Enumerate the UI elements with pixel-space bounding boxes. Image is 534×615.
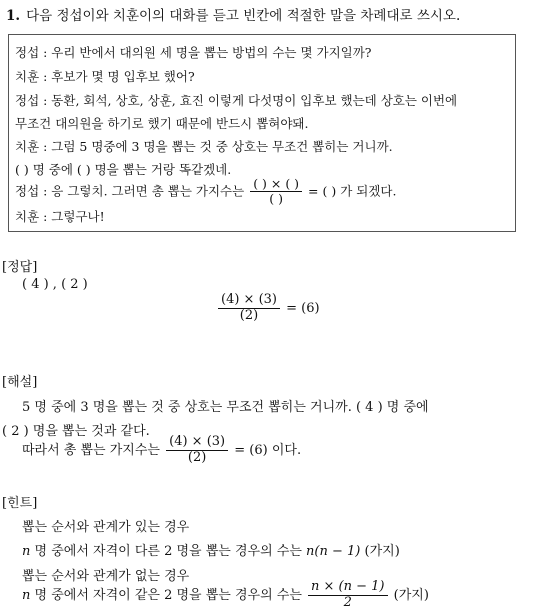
hint-fraction-numerator: n × (n − 1)	[308, 580, 387, 596]
dialog-line-7-suffix: = ( ) 가 되겠다.	[308, 183, 397, 199]
hint-line-4	[22, 580, 429, 611]
hint-line-2	[22, 540, 400, 559]
hint-line-4-text: 명 중에서 자격이 같은 2 명을 뽑는 경우의 수는	[34, 587, 302, 603]
answer-line-1: ( 4 ) , ( 2 )	[22, 277, 88, 292]
dialog-line-1: 정섭 : 우리 반에서 대의원 세 명을 뽑는 방법의 수는 몇 가지일까?	[15, 45, 372, 60]
dialog-line-4: 무조건 대의원을 하기로 했기 때문에 반드시 뽑혀야돼.	[15, 116, 309, 131]
answer-formula	[216, 293, 320, 324]
answer-fraction-denominator: (2)	[239, 307, 259, 323]
explanation-fraction-numerator: (4) × (3)	[166, 435, 228, 451]
dialog-line-8: 치훈 : 그렇구나!	[15, 209, 105, 224]
hint-line-1: 뽑는 순서와 관계가 있는 경우	[22, 520, 190, 535]
dialog-box	[8, 34, 516, 232]
hint-line-2-formula: n(n − 1)	[306, 544, 361, 559]
dialog-line-7	[15, 177, 396, 207]
hint-line-4-n: n	[22, 587, 31, 603]
dialog-line-6: ( ) 명 중에 ( ) 명을 뽑는 거랑 똑같겠네.	[15, 162, 232, 177]
hint-fraction-denominator: 2	[343, 594, 352, 610]
hint-fraction	[308, 580, 387, 611]
hint-line-2-unit: (가지)	[364, 544, 400, 559]
dialog-line-5: 치훈 : 그럼 5 명중에 3 명을 뽑는 것 중 상호는 무조건 뽑히는 거니까.	[15, 139, 393, 154]
explanation-heading: [해설]	[2, 375, 38, 390]
hint-heading: [힌트]	[2, 496, 38, 511]
dialog-line-3: 정섭 : 동환, 회석, 상호, 상훈, 효진 이렇게 다섯명이 입후보 했는데 상호는 이번에	[15, 93, 458, 108]
blank-fraction-denominator: ( )	[269, 191, 283, 207]
hint-line-2-n: n	[22, 544, 31, 559]
question-text: 다음 정섭이와 치훈이의 대화를 듣고 빈칸에 적절한 말을 차례대로 쓰시오.	[26, 8, 461, 24]
answer-fraction	[218, 293, 280, 324]
answer-heading: [정답]	[2, 260, 38, 275]
explanation-line-3-prefix: 따라서 총 뽑는 가지수는	[22, 442, 160, 458]
dialog-line-2: 치훈 : 후보가 몇 명 입후보 했어?	[15, 69, 195, 84]
explanation-line-3	[22, 435, 301, 466]
answer-result: = (6)	[286, 300, 320, 316]
hint-line-3: 뽑는 순서와 관계가 없는 경우	[22, 569, 190, 584]
hint-line-4-unit: (가지)	[393, 587, 429, 603]
question-title	[6, 4, 460, 24]
explanation-line-1: 5 명 중에 3 명을 뽑는 것 중 상호는 무조건 뽑히는 거니까. ( 4 ) 명 중에	[22, 400, 429, 415]
explanation-line-3-suffix: = (6) 이다.	[234, 442, 302, 458]
hint-line-2-text: 명 중에서 자격이 다른 2 명을 뽑는 경우의 수는	[34, 544, 302, 559]
explanation-fraction-denominator: (2)	[187, 449, 207, 465]
dialog-line-7-prefix: 정섭 : 응 그렇치. 그러면 총 뽑는 가지수는	[15, 183, 245, 199]
answer-fraction-numerator: (4) × (3)	[218, 293, 280, 309]
explanation-fraction	[166, 435, 228, 466]
question-number: 1.	[6, 8, 21, 24]
explanation-line-2: ( 2 ) 명을 뽑는 것과 같다.	[2, 424, 150, 439]
blank-fraction-numerator: ( ) × ( )	[250, 177, 302, 192]
blank-fraction	[250, 177, 302, 207]
